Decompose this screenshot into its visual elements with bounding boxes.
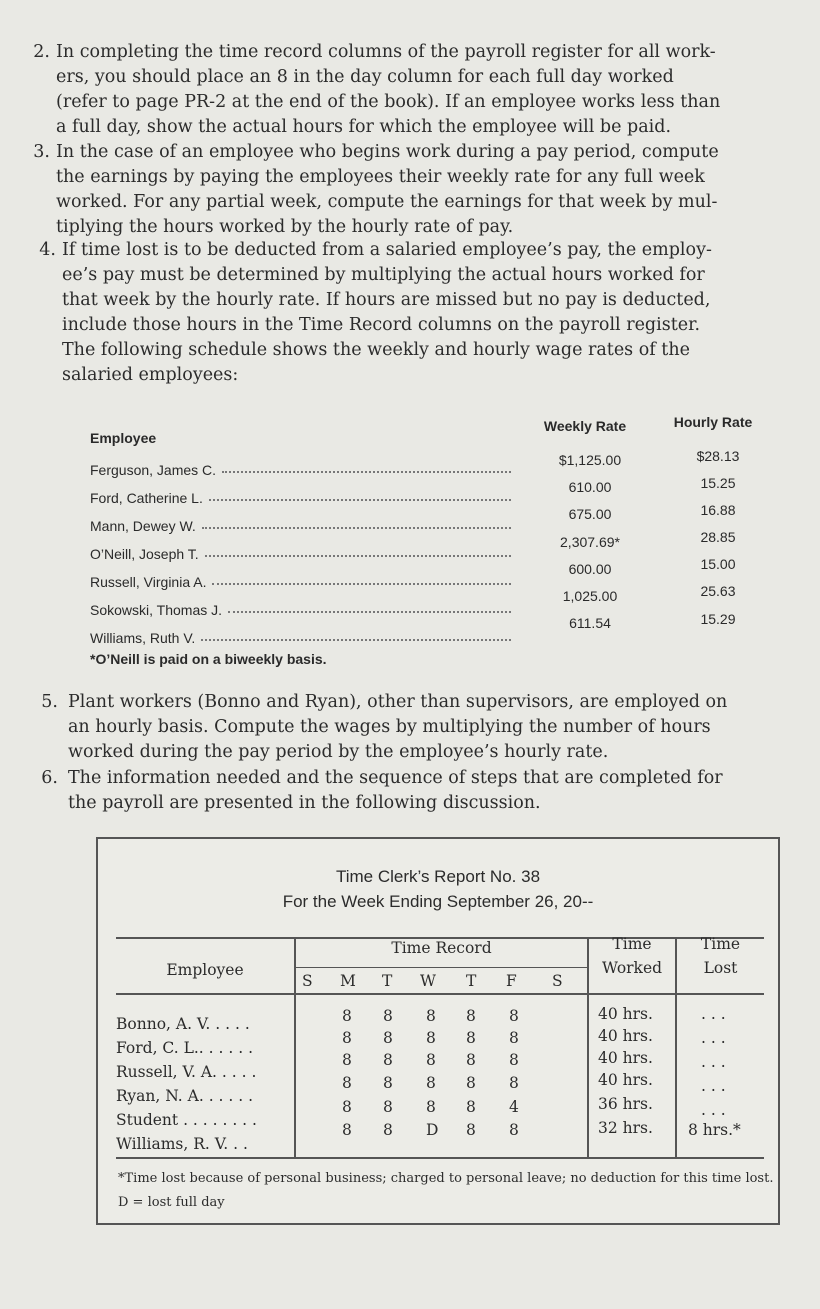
time-lost: . . . (701, 1101, 726, 1119)
schedule-hourly-rate: 15.25 (700, 475, 736, 491)
report-header-time-record: Time Record (391, 939, 492, 957)
item-line: salaried employees: (62, 365, 239, 385)
schedule-hourly-rate: $28.13 (696, 448, 740, 464)
schedule-header-hourly: Hourly Rate (673, 414, 753, 430)
day-hours: 8 (466, 1074, 476, 1092)
item-number: 6. (41, 768, 58, 788)
day-hours: 8 (466, 1029, 476, 1047)
schedule-hourly-rate: 25.63 (700, 583, 736, 599)
report-footnote-time-lost: *Time lost because of personal business; charged to personal leave; no deduction for this time lost. (118, 1171, 774, 1186)
day-header-thu: T (466, 972, 477, 990)
time-lost: . . . (701, 1077, 726, 1095)
schedule-weekly-rate: 611.54 (569, 615, 611, 631)
schedule-hourly-rate: 15.00 (700, 556, 736, 572)
day-header-sun: S (302, 972, 313, 990)
row-employee-name: Bonno, A. V. . . . . (116, 1015, 250, 1033)
day-hours: 8 (383, 1007, 393, 1025)
time-lost: . . . (701, 1005, 726, 1023)
day-hours: 8 (342, 1098, 352, 1116)
day-hours: 8 (426, 1007, 436, 1025)
item-line: In completing the time record columns of the payroll register for all work- (56, 42, 716, 62)
item-line: a full day, show the actual hours for which the employee will be paid. (56, 117, 672, 137)
time-lost: 8 hrs.* (688, 1121, 741, 1139)
day-hours: 8 (466, 1007, 476, 1025)
report-header-time-lost-2: Lost (703, 959, 738, 977)
item-number: 2. (33, 42, 50, 62)
day-hours: 8 (383, 1098, 393, 1116)
day-hours: 8 (383, 1074, 393, 1092)
schedule-header-weekly: Weekly Rate (543, 418, 627, 434)
report-subtitle: For the Week Ending September 26, 20-- (282, 892, 594, 911)
salary-schedule (0, 400, 820, 680)
item-number: 3. (33, 142, 50, 162)
day-hours: 8 (383, 1029, 393, 1047)
day-hours: 8 (426, 1074, 436, 1092)
time-clerk-report (96, 837, 780, 1225)
item-line: worked. For any partial week, compute the earnings for that week by mul- (56, 192, 718, 212)
row-employee-name: Williams, R. V. . . (116, 1135, 248, 1153)
schedule-weekly-rate: 1,025.00 (562, 588, 618, 604)
schedule-row-employee: O’Neill, Joseph T. (90, 542, 515, 562)
schedule-weekly-rate: $1,125.00 (558, 452, 622, 468)
day-header-sat: S (552, 972, 563, 990)
row-employee-name: Ford, C. L.. . . . . . (116, 1039, 254, 1057)
item-line: The following schedule shows the weekly and hourly wage rates of the (62, 340, 690, 360)
time-worked: 36 hrs. (598, 1095, 653, 1113)
item-line: ee’s pay must be determined by multiplying the actual hours worked for (62, 265, 705, 285)
time-worked: 40 hrs. (598, 1049, 653, 1067)
item-line: (refer to page PR-2 at the end of the book). If an employee works less than (56, 92, 721, 112)
schedule-row-employee: Mann, Dewey W. (90, 514, 515, 534)
day-hours: 8 (509, 1029, 519, 1047)
item-number: 4. (39, 240, 56, 260)
time-lost: . . . (701, 1053, 726, 1071)
time-worked: 40 hrs. (598, 1027, 653, 1045)
day-hours: 4 (509, 1098, 519, 1116)
time-worked: 40 hrs. (598, 1005, 653, 1023)
item-line: The information needed and the sequence of steps that are completed for (68, 768, 723, 788)
day-hours: 8 (466, 1121, 476, 1139)
schedule-hourly-rate: 15.29 (700, 611, 736, 627)
day-header-mon: M (340, 972, 356, 990)
row-employee-name: Ryan, N. A. . . . . . (116, 1087, 254, 1105)
day-hours: 8 (383, 1051, 393, 1069)
schedule-hourly-rate: 16.88 (700, 502, 736, 518)
item-line: In the case of an employee who begins work during a pay period, compute (56, 142, 719, 162)
schedule-row-employee: Sokowski, Thomas J. (90, 598, 515, 618)
day-header-wed: W (420, 972, 436, 990)
item-number: 5. (41, 692, 58, 712)
day-header-fri: F (506, 972, 517, 990)
item-line: the earnings by paying the employees their weekly rate for any full week (56, 167, 705, 187)
report-header-employee: Employee (166, 961, 244, 979)
day-hours: 8 (342, 1074, 352, 1092)
schedule-row-employee: Ford, Catherine L. (90, 486, 515, 506)
schedule-hourly-rate: 28.85 (700, 529, 736, 545)
day-hours: 8 (342, 1051, 352, 1069)
day-hours: 8 (509, 1007, 519, 1025)
row-employee-name: Russell, V. A. . . . . (116, 1063, 257, 1081)
day-hours: 8 (342, 1007, 352, 1025)
day-hours: 8 (466, 1051, 476, 1069)
item-line: Plant workers (Bonno and Ryan), other than supervisors, are employed on (68, 692, 728, 712)
time-worked: 32 hrs. (598, 1119, 653, 1137)
item-line: worked during the pay period by the employee’s hourly rate. (68, 742, 609, 762)
report-footnote-d: D = lost full day (118, 1195, 225, 1210)
schedule-weekly-rate: 610.00 (568, 479, 612, 495)
schedule-row-employee: Ferguson, James C. (90, 458, 515, 478)
row-employee-name: Student . . . . . . . . (116, 1111, 257, 1129)
item-line: ers, you should place an 8 in the day column for each full day worked (56, 67, 674, 87)
report-header-time-worked-2: Worked (601, 959, 663, 977)
item-line: an hourly basis. Compute the wages by multiplying the number of hours (68, 717, 711, 737)
day-hours: 8 (426, 1098, 436, 1116)
day-hours: 8 (509, 1074, 519, 1092)
schedule-weekly-rate: 600.00 (568, 561, 612, 577)
time-worked: 40 hrs. (598, 1071, 653, 1089)
day-hours: 8 (426, 1029, 436, 1047)
day-hours: 8 (426, 1051, 436, 1069)
item-line: If time lost is to be deducted from a salaried employee’s pay, the employ- (62, 240, 712, 260)
day-header-tue: T (382, 972, 393, 990)
item-line: that week by the hourly rate. If hours are missed but no pay is deducted, (62, 290, 711, 310)
report-header-time-worked: Time (612, 935, 652, 953)
day-hours: 8 (342, 1029, 352, 1047)
schedule-weekly-rate: 675.00 (568, 506, 612, 522)
day-hours: 8 (342, 1121, 352, 1139)
day-hours: 8 (509, 1051, 519, 1069)
item-line: the payroll are presented in the following discussion. (68, 793, 541, 813)
day-hours: 8 (466, 1098, 476, 1116)
item-line: include those hours in the Time Record columns on the payroll register. (62, 315, 701, 335)
schedule-row-employee: Russell, Virginia A. (90, 570, 515, 590)
schedule-weekly-rate: 2,307.69* (560, 534, 620, 550)
report-header-time-lost: Time (700, 935, 741, 953)
day-hours: 8 (383, 1121, 393, 1139)
time-lost: . . . (701, 1029, 726, 1047)
schedule-header-employee: Employee (90, 430, 157, 446)
report-title: Time Clerk’s Report No. 38 (335, 867, 541, 886)
item-line: tiplying the hours worked by the hourly rate of pay. (56, 217, 514, 237)
schedule-footnote: *O’Neill is paid on a biweekly basis. (90, 651, 327, 667)
day-hours: D (426, 1121, 439, 1139)
schedule-row-employee: Williams, Ruth V. (90, 626, 515, 646)
day-hours: 8 (509, 1121, 519, 1139)
